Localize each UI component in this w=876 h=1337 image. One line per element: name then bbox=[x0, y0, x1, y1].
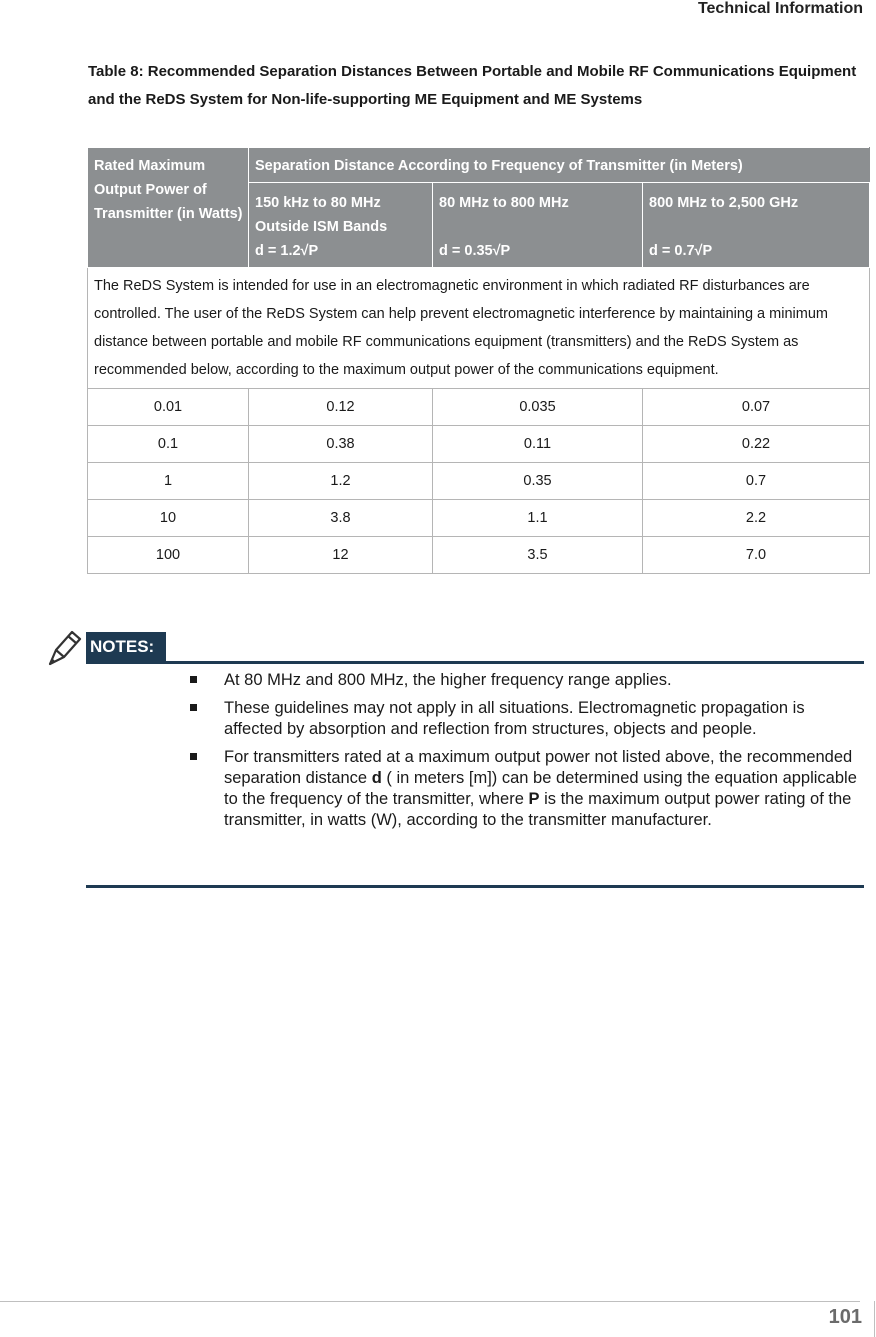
bullet bbox=[190, 704, 197, 711]
band2-range: 80 MHz to 800 MHz bbox=[439, 195, 569, 211]
table-row bbox=[88, 537, 870, 574]
list-item bbox=[190, 747, 860, 831]
table-row bbox=[88, 500, 870, 537]
note-bold-p: P bbox=[528, 790, 540, 808]
cell-power: 1 bbox=[88, 463, 249, 500]
header-band-800mhz bbox=[643, 183, 870, 268]
cell-band2: 0.035 bbox=[433, 389, 643, 426]
note-text: These guidelines may not apply in all situations. Electromagnetic propagation is affected by absorption and reflection from structures, objects and people. bbox=[224, 699, 805, 738]
notes-list bbox=[190, 670, 860, 838]
table-row bbox=[88, 463, 870, 500]
cell-band2: 3.5 bbox=[433, 537, 643, 574]
table-intro-text: The ReDS System is intended for use in an electromagnetic environment in which radiated RF disturbances are controlled. The user of the ReDS System can help prevent electromagnetic interference by maintaining a minimum distance between portable and mobile RF communications equipment (transmitters) and the ReDS System as recommended below, according to the maximum output power of the communications equipment. bbox=[88, 268, 870, 389]
cell-band3: 0.07 bbox=[643, 389, 870, 426]
cell-band2: 0.11 bbox=[433, 426, 643, 463]
cell-power: 10 bbox=[88, 500, 249, 537]
cell-band3: 0.22 bbox=[643, 426, 870, 463]
cell-band3: 7.0 bbox=[643, 537, 870, 574]
notes-bottom-divider bbox=[86, 885, 864, 888]
cell-band3: 0.7 bbox=[643, 463, 870, 500]
section-title: Technical Information bbox=[697, 0, 863, 17]
cell-power: 0.01 bbox=[88, 389, 249, 426]
band3-range: 800 MHz to 2,500 GHz bbox=[649, 195, 799, 211]
page-number: 101 bbox=[828, 1306, 862, 1328]
band3-formula: d = 0.7√P bbox=[649, 243, 713, 259]
cell-power: 100 bbox=[88, 537, 249, 574]
cell-band1: 0.38 bbox=[249, 426, 433, 463]
footer-divider bbox=[0, 1301, 860, 1302]
note-text-part3: is the maximum output power rating of the transmitter, in watts (W), according to the transmitter manufacturer. bbox=[224, 790, 852, 829]
cell-power: 0.1 bbox=[88, 426, 249, 463]
band1-range: 150 kHz to 80 MHz bbox=[255, 195, 381, 211]
list-item bbox=[190, 670, 860, 691]
cell-band3: 2.2 bbox=[643, 500, 870, 537]
note-text-part1: For transmitters rated at a maximum output power not listed above, the recommended separation distance bbox=[224, 748, 853, 787]
cell-band1: 0.12 bbox=[249, 389, 433, 426]
band2-formula: d = 0.35√P bbox=[439, 243, 511, 259]
cell-band1: 1.2 bbox=[249, 463, 433, 500]
cell-band2: 1.1 bbox=[433, 500, 643, 537]
bullet bbox=[190, 753, 197, 760]
note-text-part2: ( in meters [m]) can be determined using the equation applicable to the frequency of the transmitter, where bbox=[224, 769, 857, 808]
header-separation-distance: Separation Distance According to Frequency of Transmitter (in Meters) bbox=[249, 148, 870, 183]
header-band-150khz bbox=[249, 183, 433, 268]
band1-formula: d = 1.2√P bbox=[255, 243, 319, 259]
header-band-80mhz bbox=[433, 183, 643, 268]
list-item bbox=[190, 698, 860, 740]
notes-label: NOTES: bbox=[86, 632, 166, 662]
bullet bbox=[190, 676, 197, 683]
table-row bbox=[88, 389, 870, 426]
header-rated-power: Rated Maximum Output Power of Transmitter (in Watts) bbox=[88, 148, 249, 268]
note-text: At 80 MHz and 800 MHz, the higher frequency range applies. bbox=[224, 671, 672, 689]
separation-distance-table bbox=[87, 147, 870, 574]
table-row bbox=[88, 426, 870, 463]
note-bold-d: d bbox=[371, 769, 382, 787]
cell-band1: 12 bbox=[249, 537, 433, 574]
footer-separator bbox=[874, 1301, 875, 1337]
band1-note: Outside ISM Bands bbox=[255, 219, 388, 235]
notes-top-divider bbox=[86, 661, 864, 664]
pencil-icon bbox=[46, 626, 86, 672]
cell-band1: 3.8 bbox=[249, 500, 433, 537]
cell-band2: 0.35 bbox=[433, 463, 643, 500]
table-caption: Table 8: Recommended Separation Distances Between Portable and Mobile RF Communications Equipment and the ReDS System for Non-life-supporting ME Equipment and ME Systems bbox=[88, 63, 857, 108]
